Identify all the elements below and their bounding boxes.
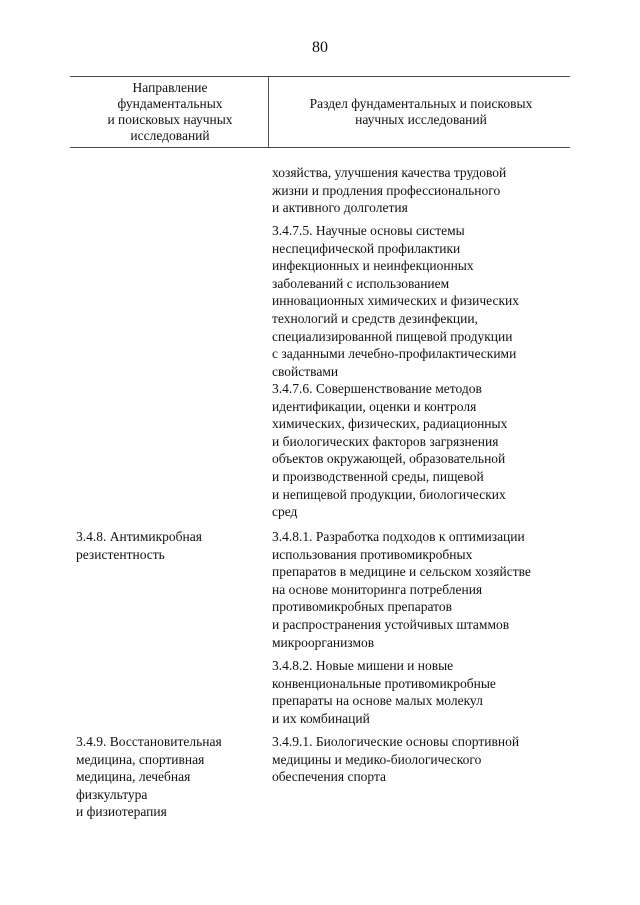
entry-line: 3.4.7.6. Совершенствование методов xyxy=(272,381,482,396)
entry-line: и активного долголетия xyxy=(272,200,408,216)
entry-line: хозяйства, улучшения качества трудовой xyxy=(272,165,507,180)
entry-line: и распространения устойчивых штаммов xyxy=(272,616,510,632)
entry-line: противомикробных препаратов xyxy=(272,599,452,615)
table-top-rule xyxy=(70,76,570,77)
section-entry-3-4-8-2 xyxy=(272,657,496,727)
header-direction-line: фундаментальных xyxy=(117,96,223,111)
entry-line: и производственной среды, пищевой xyxy=(272,468,484,484)
entry-line: использования противомикробных xyxy=(272,546,473,562)
entry-line: обеспечения спорта xyxy=(272,769,387,785)
direction-line: 3.4.9. Восстановительная xyxy=(76,734,222,749)
entry-line: и непищевой продукции, биологических xyxy=(272,486,506,502)
section-entry-3-4-8-1 xyxy=(272,528,531,651)
section-entry-continued xyxy=(272,164,506,217)
entry-line: на основе мониторинга потребления xyxy=(272,581,483,597)
direction-line: и физиотерапия xyxy=(76,804,167,820)
header-direction-line: и поисковых научных xyxy=(107,112,233,127)
entry-line: 3.4.8.2. Новые мишени и новые xyxy=(272,658,454,673)
header-direction-line: Направление xyxy=(132,80,208,95)
page-number: 80 xyxy=(312,39,328,56)
direction-line: 3.4.8. Антимикробная xyxy=(76,529,202,544)
entry-line: специализированной пищевой продукции xyxy=(272,328,513,344)
header-direction-line: исследований xyxy=(130,128,210,143)
header-section-line: Раздел фундаментальных и поисковых xyxy=(309,96,533,111)
direction-line: резистентность xyxy=(76,546,165,562)
header-section-line: научных исследований xyxy=(355,112,487,127)
entry-line: с заданными лечебно-профилактическими xyxy=(272,346,517,362)
entry-line: инфекционных и неинфекционных xyxy=(272,258,474,274)
section-entry-3-4-7-5 xyxy=(272,222,519,380)
direction-entry-3-4-9 xyxy=(76,733,222,821)
entry-line: медицины и медико-биологического xyxy=(272,751,482,767)
section-entry-3-4-9-1 xyxy=(272,733,519,786)
entry-line: 3.4.7.5. Научные основы системы xyxy=(272,223,465,238)
header-direction xyxy=(70,80,270,144)
entry-line: микроорганизмов xyxy=(272,634,375,650)
entry-line: и биологических факторов загрязнения xyxy=(272,433,499,449)
header-bottom-rule xyxy=(70,147,570,148)
entry-line: инновационных химических и физических xyxy=(272,293,519,309)
entry-line: технологий и средств дезинфекции, xyxy=(272,310,478,326)
entry-line: и их комбинаций xyxy=(272,710,370,726)
entry-line: препаратов в медицине и сельском хозяйстве xyxy=(272,564,531,580)
entry-line: сред xyxy=(272,504,298,520)
entry-line: жизни и продления профессионального xyxy=(272,182,501,198)
direction-line: медицина, лечебная xyxy=(76,769,191,785)
entry-line: объектов окружающей, образовательной xyxy=(272,451,506,467)
entry-line: химических, физических, радиационных xyxy=(272,416,508,432)
entry-line: конвенциональные противомикробные xyxy=(272,675,496,691)
direction-entry-3-4-8 xyxy=(76,528,202,563)
direction-line: физкультура xyxy=(76,786,148,802)
direction-line: медицина, спортивная xyxy=(76,751,205,767)
section-entry-3-4-7-6 xyxy=(272,380,507,521)
entry-line: 3.4.8.1. Разработка подходов к оптимизации xyxy=(272,529,525,544)
entry-line: заболеваний с использованием xyxy=(272,275,450,291)
entry-line: свойствами xyxy=(272,363,339,379)
entry-line: идентификации, оценки и контроля xyxy=(272,398,477,414)
entry-line: препараты на основе малых молекул xyxy=(272,693,483,709)
header-section xyxy=(272,96,570,128)
entry-line: 3.4.9.1. Биологические основы спортивной xyxy=(272,734,520,749)
entry-line: неспецифической профилактики xyxy=(272,240,461,256)
